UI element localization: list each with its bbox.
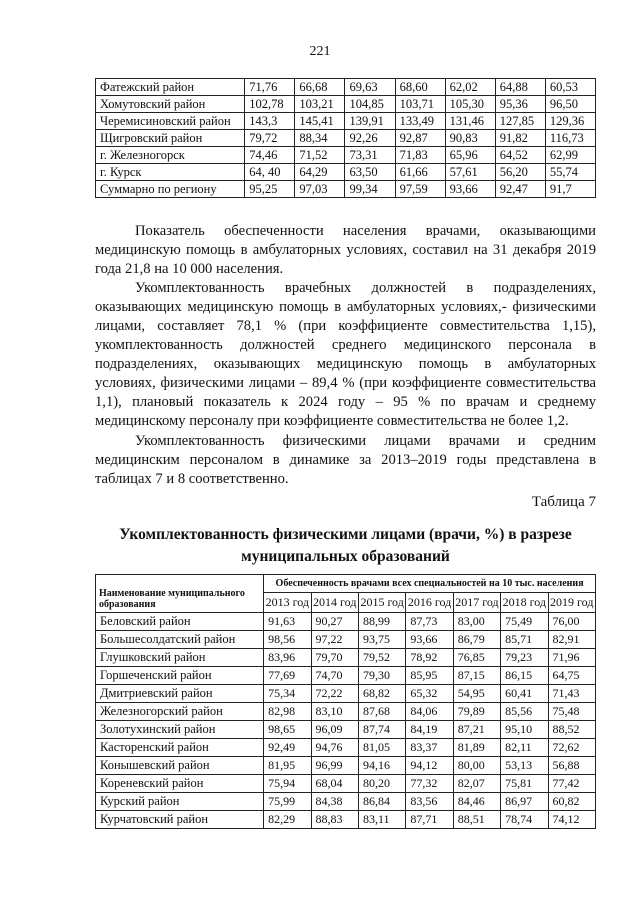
cell-value: 75,94	[264, 775, 311, 793]
cell-value: 72,62	[548, 739, 596, 757]
table-row	[96, 147, 596, 164]
cell-value: 87,68	[358, 703, 405, 721]
cell-value: 139,91	[345, 113, 395, 130]
cell-value: 87,73	[406, 613, 453, 631]
cell-value: 88,34	[295, 130, 345, 147]
cell-value: 127,85	[495, 113, 545, 130]
cell-value: 81,95	[264, 757, 311, 775]
page-number: 221	[309, 44, 331, 59]
cell-value: 97,22	[311, 631, 358, 649]
header-year: 2014 год	[311, 593, 358, 613]
cell-value: 62,99	[545, 147, 595, 164]
cell-value: 81,89	[453, 739, 500, 757]
cell-value: 79,70	[311, 649, 358, 667]
cell-value: 83,11	[358, 811, 405, 829]
header-year: 2015 год	[358, 593, 405, 613]
table-title: Укомплектованность физическими лицами (врачи, %) в разрезе муниципальных образований	[119, 526, 572, 565]
cell-value: 77,69	[264, 667, 311, 685]
cell-value: 88,83	[311, 811, 358, 829]
table-row	[96, 96, 596, 113]
cell-value: 68,04	[311, 775, 358, 793]
cell-value: 92,49	[264, 739, 311, 757]
cell-value: 56,88	[548, 757, 596, 775]
cell-value: 104,85	[345, 96, 395, 113]
cell-value: 95,25	[245, 181, 295, 198]
row-name: Черемисиновский район	[96, 113, 245, 130]
cell-value: 75,34	[264, 685, 311, 703]
cell-value: 71,96	[548, 649, 596, 667]
cell-value: 95,10	[501, 721, 548, 739]
cell-value: 75,99	[264, 793, 311, 811]
cell-value: 64, 40	[245, 164, 295, 181]
cell-value: 80,00	[453, 757, 500, 775]
row-name: Беловский район	[96, 613, 264, 631]
cell-value: 62,02	[445, 79, 495, 96]
row-name: Горшеченский район	[96, 667, 264, 685]
cell-value: 82,91	[548, 631, 596, 649]
cell-value: 131,46	[445, 113, 495, 130]
cell-value: 96,09	[311, 721, 358, 739]
cell-value: 69,63	[345, 79, 395, 96]
cell-value: 65,96	[445, 147, 495, 164]
cell-value: 75,48	[548, 703, 596, 721]
row-name: Кореневский район	[96, 775, 264, 793]
cell-value: 92,47	[495, 181, 545, 198]
cell-value: 93,75	[358, 631, 405, 649]
cell-value: 60,53	[545, 79, 595, 96]
paragraph-staffing-rates: Укомплектованность врачебных должностей в подразделениях, оказывающих медицинскую помощь в амбулаторных условиях,- физическими лицами, составляет 78,1 % (при коэффициенте совместительства 1,15), укомплектованность должностей среднего медицинского персонала в подразделениях, оказывающих медицинскую помощь в амбулаторных условиях, физическими лицами – 89,4 % (при коэффициенте совместительства 1,1), плановый показатель к 2024 году – 95 % по врачам и среднему медицинскому персоналу при коэффициенте совместительства не более 1,2.	[95, 280, 596, 429]
row-name: Конышевский район	[96, 757, 264, 775]
cell-value: 88,99	[358, 613, 405, 631]
cell-value: 79,72	[245, 130, 295, 147]
cell-value: 86,84	[358, 793, 405, 811]
cell-value: 64,29	[295, 164, 345, 181]
row-name: Золотухинский район	[96, 721, 264, 739]
cell-value: 73,31	[345, 147, 395, 164]
cell-value: 85,56	[501, 703, 548, 721]
cell-value: 77,32	[406, 775, 453, 793]
cell-value: 94,16	[358, 757, 405, 775]
row-name: Касторенский район	[96, 739, 264, 757]
cell-value: 86,97	[501, 793, 548, 811]
cell-value: 74,46	[245, 147, 295, 164]
cell-value: 87,15	[453, 667, 500, 685]
cell-value: 83,37	[406, 739, 453, 757]
table-row	[96, 164, 596, 181]
cell-value: 145,41	[295, 113, 345, 130]
table-row	[96, 685, 596, 703]
cell-value: 82,29	[264, 811, 311, 829]
cell-value: 87,71	[406, 811, 453, 829]
table-row	[96, 811, 596, 829]
table-row	[96, 631, 596, 649]
header-year: 2019 год	[548, 593, 596, 613]
cell-value: 96,99	[311, 757, 358, 775]
cell-value: 91,63	[264, 613, 311, 631]
paragraph-tables-reference: Укомплектованность физическими лицами врачами и средним медицинским персоналом в динамике за 2013–2019 годы представлена в таблицах 7 и 8 соответственно.	[95, 433, 596, 487]
cell-value: 71,83	[395, 147, 445, 164]
cell-value: 83,00	[453, 613, 500, 631]
cell-value: 72,22	[311, 685, 358, 703]
table-row	[96, 130, 596, 147]
cell-value: 80,20	[358, 775, 405, 793]
row-name: Фатежский район	[96, 79, 245, 96]
cell-value: 79,30	[358, 667, 405, 685]
cell-value: 74,12	[548, 811, 596, 829]
cell-value: 83,10	[311, 703, 358, 721]
cell-value: 64,88	[495, 79, 545, 96]
cell-value: 66,68	[295, 79, 345, 96]
cell-value: 92,87	[395, 130, 445, 147]
cell-value: 76,00	[548, 613, 596, 631]
cell-value: 82,98	[264, 703, 311, 721]
regional-table-continued	[95, 78, 596, 198]
cell-value: 60,41	[501, 685, 548, 703]
cell-value: 57,61	[445, 164, 495, 181]
table-row	[96, 793, 596, 811]
cell-value: 78,74	[501, 811, 548, 829]
table-caption: Таблица 7	[531, 494, 596, 510]
cell-value: 93,66	[406, 631, 453, 649]
cell-value: 82,07	[453, 775, 500, 793]
cell-value: 81,05	[358, 739, 405, 757]
cell-value: 75,49	[501, 613, 548, 631]
table-row	[96, 721, 596, 739]
table-row	[96, 79, 596, 96]
cell-value: 88,52	[548, 721, 596, 739]
cell-value: 98,56	[264, 631, 311, 649]
cell-value: 105,30	[445, 96, 495, 113]
table-row	[96, 667, 596, 685]
cell-value: 84,06	[406, 703, 453, 721]
cell-value: 84,19	[406, 721, 453, 739]
cell-value: 91,7	[545, 181, 595, 198]
cell-value: 74,70	[311, 667, 358, 685]
cell-value: 83,56	[406, 793, 453, 811]
row-name: Большесолдатский район	[96, 631, 264, 649]
cell-value: 103,21	[295, 96, 345, 113]
cell-value: 63,50	[345, 164, 395, 181]
cell-value: 99,34	[345, 181, 395, 198]
cell-value: 129,36	[545, 113, 595, 130]
cell-value: 91,82	[495, 130, 545, 147]
header-year: 2017 год	[453, 593, 500, 613]
cell-value: 85,71	[501, 631, 548, 649]
table-row	[96, 181, 596, 198]
cell-value: 75,81	[501, 775, 548, 793]
table-row	[96, 757, 596, 775]
table-row	[96, 649, 596, 667]
cell-value: 90,27	[311, 613, 358, 631]
cell-value: 86,79	[453, 631, 500, 649]
cell-value: 65,32	[406, 685, 453, 703]
header-municipality: Наименование муниципального образования	[96, 575, 264, 613]
cell-value: 53,13	[501, 757, 548, 775]
cell-value: 79,52	[358, 649, 405, 667]
cell-value: 97,03	[295, 181, 345, 198]
cell-value: 54,95	[453, 685, 500, 703]
table-row	[96, 113, 596, 130]
row-name: Глушковский район	[96, 649, 264, 667]
header-doctor-provision: Обеспеченность врачами всех специальностей на 10 тыс. населения	[264, 575, 596, 593]
cell-value: 87,74	[358, 721, 405, 739]
cell-value: 71,76	[245, 79, 295, 96]
cell-value: 133,49	[395, 113, 445, 130]
cell-value: 79,23	[501, 649, 548, 667]
row-name: Щигровский район	[96, 130, 245, 147]
cell-value: 90,83	[445, 130, 495, 147]
table-row	[96, 775, 596, 793]
cell-value: 94,12	[406, 757, 453, 775]
cell-value: 93,66	[445, 181, 495, 198]
cell-value: 71,52	[295, 147, 345, 164]
cell-value: 92,26	[345, 130, 395, 147]
cell-value: 71,43	[548, 685, 596, 703]
cell-value: 98,65	[264, 721, 311, 739]
paragraph-doctor-provision: Показатель обеспеченности населения врачами, оказывающими медицинскую помощь в амбулаторных условиях, составил на 31 декабря 2019 года 21,8 на 10 000 населения.	[95, 223, 596, 277]
table-row	[96, 739, 596, 757]
cell-value: 96,50	[545, 96, 595, 113]
cell-value: 77,42	[548, 775, 596, 793]
table-row	[96, 703, 596, 721]
cell-value: 64,75	[548, 667, 596, 685]
row-name: Суммарно по региону	[96, 181, 245, 198]
cell-value: 83,96	[264, 649, 311, 667]
cell-value: 102,78	[245, 96, 295, 113]
table-7	[95, 574, 596, 829]
cell-value: 88,51	[453, 811, 500, 829]
cell-value: 55,74	[545, 164, 595, 181]
cell-value: 86,15	[501, 667, 548, 685]
cell-value: 95,36	[495, 96, 545, 113]
cell-value: 94,76	[311, 739, 358, 757]
row-name: Дмитриевский район	[96, 685, 264, 703]
cell-value: 97,59	[395, 181, 445, 198]
row-name: г. Железногорск	[96, 147, 245, 164]
table-row	[96, 613, 596, 631]
cell-value: 84,38	[311, 793, 358, 811]
row-name: Железногорский район	[96, 703, 264, 721]
cell-value: 103,71	[395, 96, 445, 113]
cell-value: 61,66	[395, 164, 445, 181]
header-year: 2018 год	[501, 593, 548, 613]
cell-value: 143,3	[245, 113, 295, 130]
cell-value: 85,95	[406, 667, 453, 685]
row-name: Хомутовский район	[96, 96, 245, 113]
cell-value: 56,20	[495, 164, 545, 181]
cell-value: 64,52	[495, 147, 545, 164]
cell-value: 68,60	[395, 79, 445, 96]
cell-value: 87,21	[453, 721, 500, 739]
cell-value: 84,46	[453, 793, 500, 811]
row-name: Курский район	[96, 793, 264, 811]
header-year: 2013 год	[264, 593, 311, 613]
row-name: г. Курск	[96, 164, 245, 181]
cell-value: 68,82	[358, 685, 405, 703]
cell-value: 79,89	[453, 703, 500, 721]
row-name: Курчатовский район	[96, 811, 264, 829]
cell-value: 116,73	[545, 130, 595, 147]
cell-value: 82,11	[501, 739, 548, 757]
cell-value: 78,92	[406, 649, 453, 667]
cell-value: 60,82	[548, 793, 596, 811]
header-year: 2016 год	[406, 593, 453, 613]
cell-value: 76,85	[453, 649, 500, 667]
